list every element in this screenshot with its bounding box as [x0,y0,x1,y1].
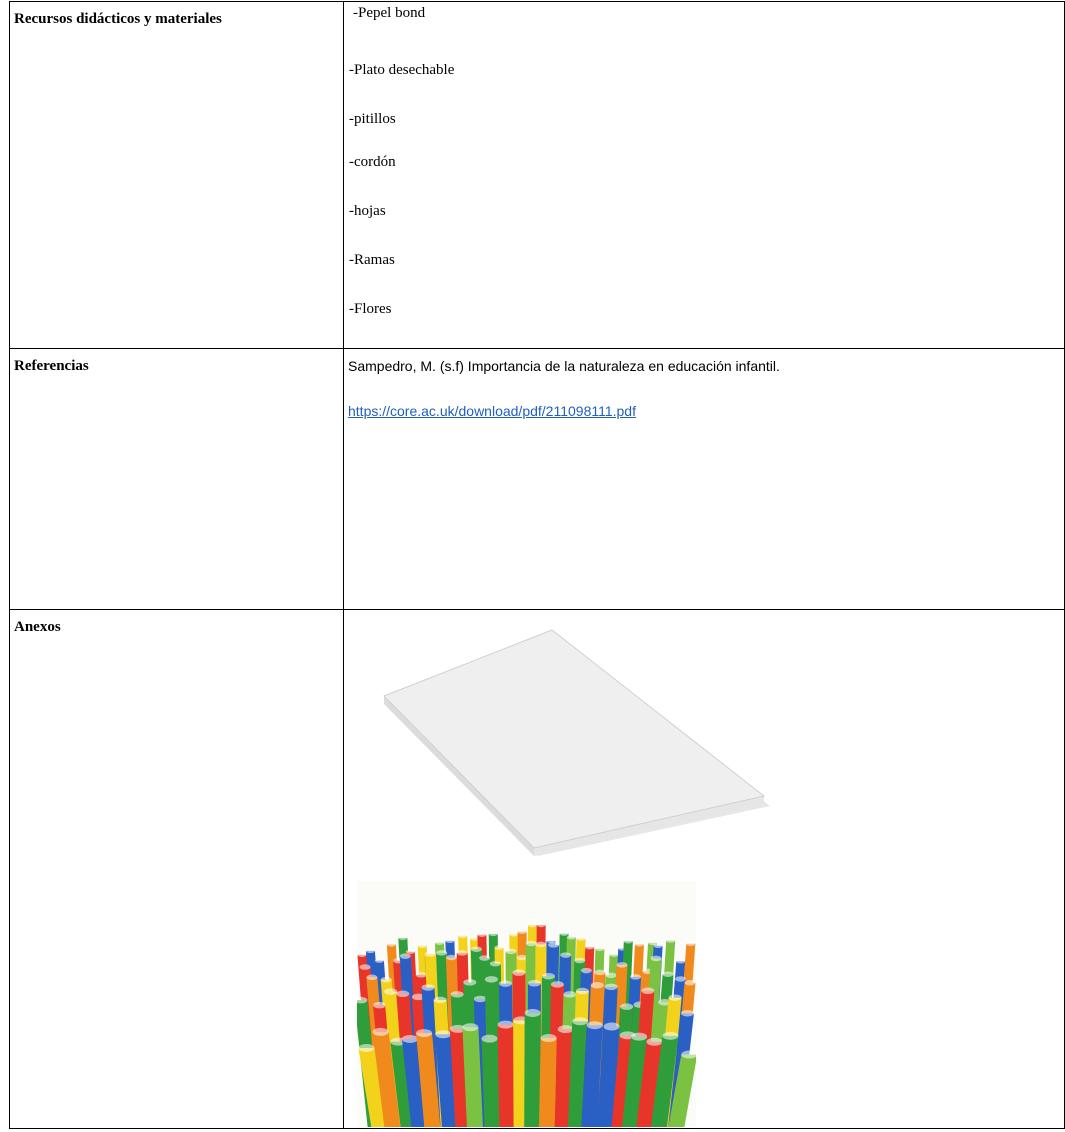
straw-opening [451,991,464,998]
straw-opening [489,932,498,937]
straw-opening [435,940,444,945]
straw-opening [525,1009,541,1017]
material-item: -hojas [349,203,386,219]
straw-opening [463,979,476,986]
straw-opening [641,988,654,995]
straw-opening [666,938,675,943]
row-recursos [10,2,1065,349]
straw-opening [548,942,559,948]
recursos-label: Recursos didácticos y materiales [14,11,222,27]
recursos-content-cell [344,2,1065,349]
material-item: -pitillos [349,111,396,127]
straw-opening [605,984,618,991]
straw-opening [445,938,454,943]
straw-opening [528,923,537,928]
straw-opening [495,945,504,950]
straw-opening [610,952,619,957]
straw-opening [384,988,397,995]
straw-opening [528,980,541,987]
straw-opening [685,980,696,986]
straw-opening [635,942,644,947]
straw-opening [591,982,604,989]
straw-opening [416,1029,432,1037]
anexos-label-cell [10,610,344,1129]
straw-opening [357,953,366,958]
straw-opening [581,968,592,974]
straw-opening [360,964,371,970]
straw-opening [595,947,604,952]
straw-opening [366,949,375,954]
anexos-content-cell [344,610,1065,1129]
straw-opening [398,936,407,941]
straw-opening [558,1025,574,1033]
straw-opening [509,932,518,937]
straw-opening [498,1021,514,1029]
recursos-label-cell [10,2,344,349]
colorful-straws-image [357,881,696,1127]
straw-opening [676,959,685,964]
straw-opening [606,973,617,979]
straw-opening [406,950,415,955]
straw-opening [604,1023,620,1031]
straw-opening [490,961,501,967]
materials-list [344,2,1064,348]
row-referencias [10,349,1065,610]
material-item: -Ramas [349,252,395,268]
straw-opening [458,933,467,938]
straw-opening [387,942,396,947]
straw-opening [651,956,662,962]
straw-opening [681,1010,694,1017]
straw-opening [505,949,516,955]
straw-opening [576,988,589,995]
straw-opening [381,977,392,983]
straw-opening [400,953,411,959]
straw-shape [524,1013,540,1127]
straw-opening [422,984,435,991]
referencias-content-cell [344,349,1065,610]
straw-opening [416,972,427,978]
straw-opening [479,955,490,961]
straw-opening [663,971,674,977]
material-item: -Plato desechable [349,62,455,78]
straw-opening [577,936,586,941]
straw-opening [373,1028,389,1036]
straw-opening [512,969,525,976]
straw-opening [654,943,663,948]
straw-opening [594,970,605,976]
straw-opening [482,1035,498,1043]
straw-opening [457,950,468,956]
straw-opening [646,1038,662,1046]
referencias-label-cell [10,349,344,610]
material-item: -cordón [349,154,396,170]
straw-opening [474,996,487,1003]
reference-link[interactable]: https://core.ac.uk/download/pdf/211098111.pdf [348,403,636,419]
straw-opening [434,997,447,1004]
straw-opening [560,952,571,958]
straw-opening [560,931,569,936]
row-anexos [10,610,1065,1129]
straw-opening [567,935,576,940]
straw-opening [630,974,641,980]
straw-opening [358,1044,374,1052]
reference-citation: Sampedro, M. (s.f) Importancia de la naturaleza en educación infantil. [348,358,780,374]
straw-opening [542,973,555,980]
straw-opening [418,944,427,949]
straw-opening [526,941,537,947]
straw-opening [686,942,695,947]
anexos-label: Anexos [14,619,61,635]
straw-opening [537,923,546,928]
material-item: -Pepel bond [353,5,426,21]
straw-shape [482,1039,501,1127]
straw-opening [631,1033,647,1041]
straw-opening [675,976,686,982]
straw-opening [541,1034,557,1042]
straw-opening [435,1030,451,1038]
paper-board-illustration [358,616,832,862]
straw-opening [477,932,486,937]
straw-opening [446,955,457,961]
straw-opening [396,991,409,998]
straw-opening [535,942,546,948]
straw-opening [366,975,377,981]
straw-opening [585,945,594,950]
referencias-label: Referencias [14,358,89,374]
straw-opening [662,1032,678,1040]
straw-opening [518,929,527,934]
straw-opening [436,950,447,956]
straw-opening [587,1021,603,1029]
straw-opening [669,994,682,1001]
straw-opening [471,946,482,952]
straw-opening [624,939,633,944]
straw-opening [373,1002,386,1009]
straw-shape [539,1038,557,1127]
white-paper-board-image [358,616,832,862]
straws-illustration [357,881,696,1127]
straw-opening [551,981,564,988]
straw-opening [617,962,628,968]
straw-opening [499,980,512,987]
straw-opening [563,991,576,998]
straw-opening [572,1017,588,1025]
straw-opening [462,1023,478,1031]
straw-opening [485,976,498,983]
straw-opening [375,958,384,963]
material-item: -Flores [349,301,392,317]
lesson-table [9,1,1065,1129]
straw-opening [620,1003,633,1010]
straw-opening [574,958,585,964]
straw-opening [425,951,436,957]
straw-opening [402,1035,418,1043]
